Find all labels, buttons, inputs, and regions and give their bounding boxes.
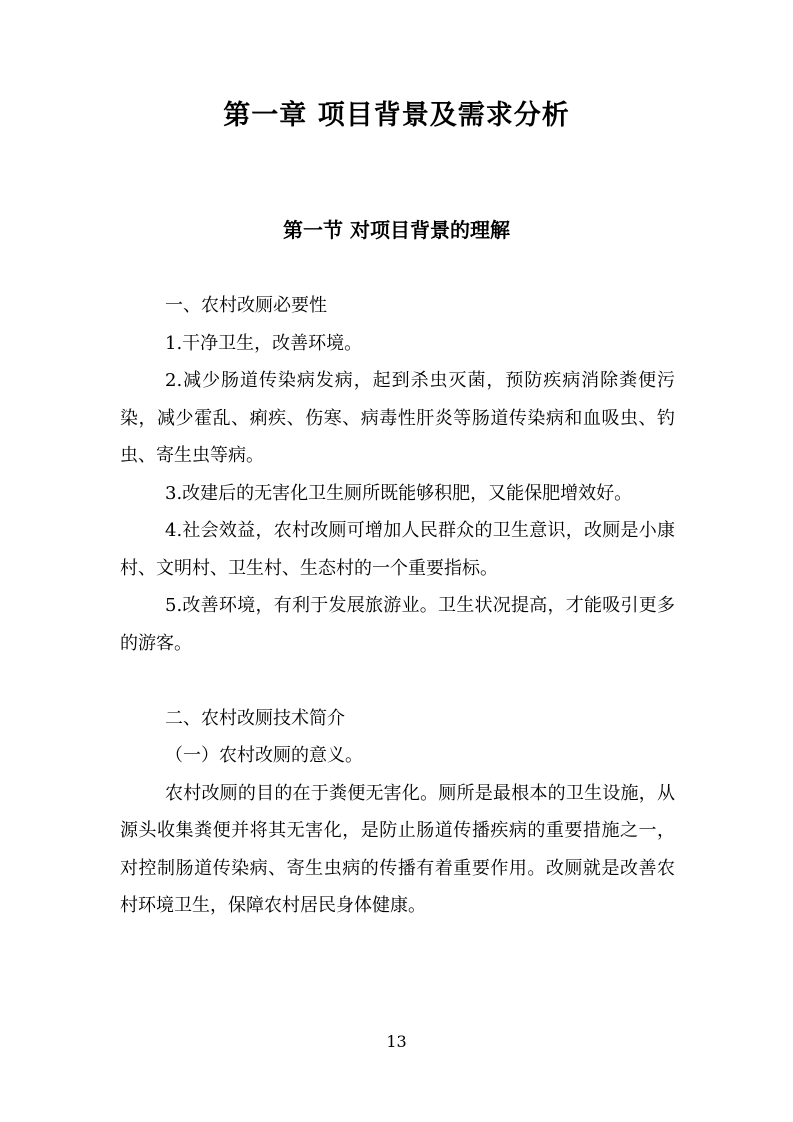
part1-item-5: 5.改善环境，有利于发展旅游业。卫生状况提高，才能吸引更多的游客。 xyxy=(120,595,675,654)
section-title: 第一节 对项目背景的理解 xyxy=(283,218,510,242)
chapter-title: 第一章 项目背景及需求分析 xyxy=(223,100,570,131)
part1-item-4: 4.社会效益，农村改厕可增加人民群众的卫生意识，改厕是小康村、文明村、卫生村、生态村的一个重要指标。 xyxy=(120,520,675,579)
part1-heading: 一、农村改厕必要性 xyxy=(165,295,327,316)
part1-item-3: 3.改建后的无害化卫生厕所既能够积肥，又能保肥增效好。 xyxy=(165,482,633,504)
part1-item-2: 2.减少肠道传染病发病，起到杀虫灭菌，预防疾病消除粪便污染，减少霍乱、痢疾、伤寒、病毒性肝炎等肠道传染病和血吸虫、钓虫、寄生虫等病。 xyxy=(120,370,675,466)
paragraph-spacer xyxy=(120,662,675,700)
part2-subheading: （一）农村改厕的意义。 xyxy=(165,745,363,766)
part1-item-1: 1.干净卫生，改善环境。 xyxy=(165,332,363,354)
body-text xyxy=(120,287,675,925)
page-number: 13 xyxy=(386,1032,407,1051)
part2-paragraph: 农村改厕的目的在于粪便无害化。厕所是最根本的卫生设施，从源头收集粪便并将其无害化，是防止肠道传播疾病的重要措施之一，对控制肠道传染病、寄生虫病的传播有着重要作用。改厕就是改善农村环境卫生，保障农村居民身体健康。 xyxy=(120,782,675,916)
part2-heading: 二、农村改厕技术简介 xyxy=(165,707,345,729)
